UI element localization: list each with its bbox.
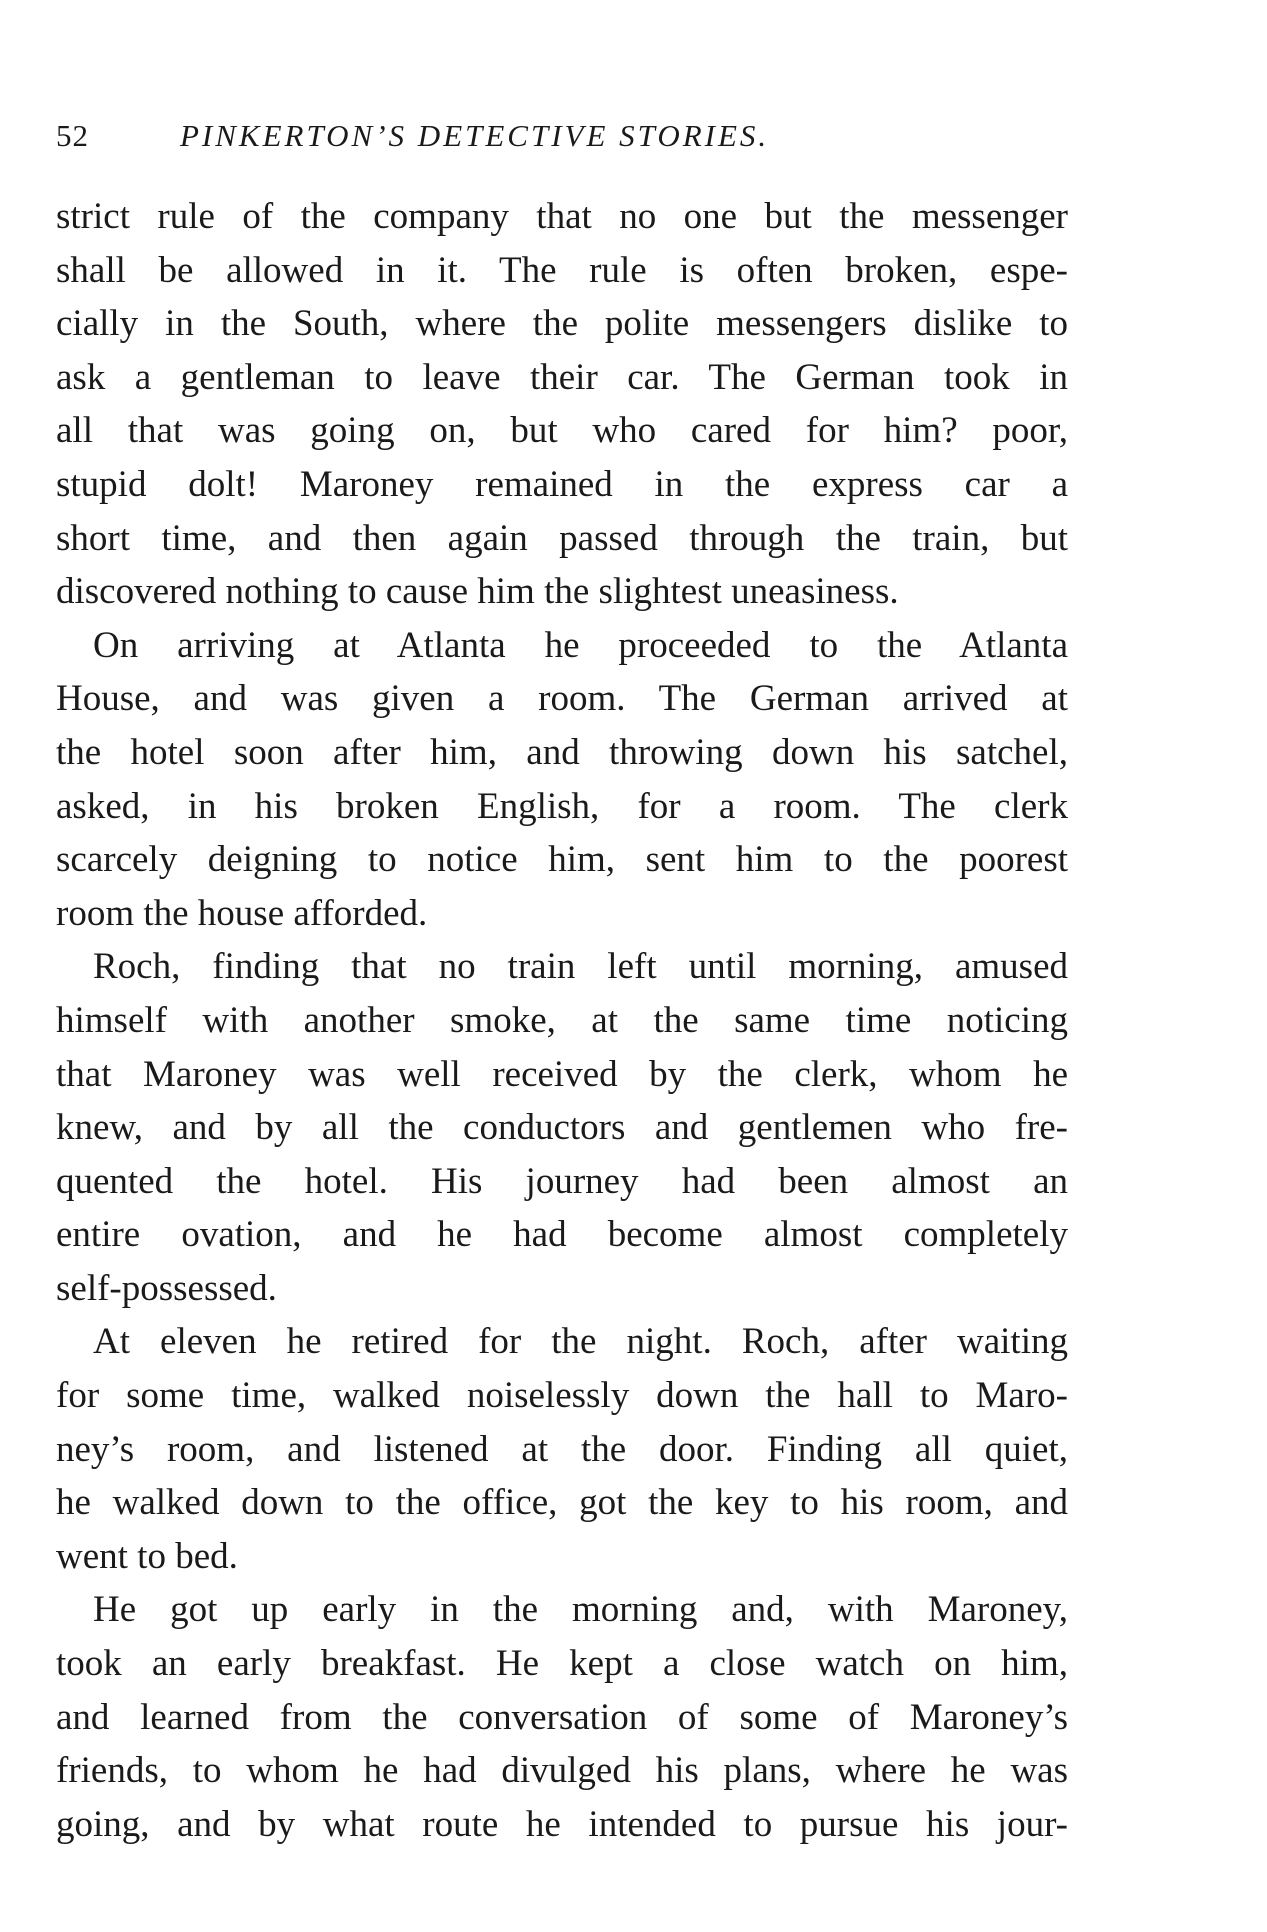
paragraph — [56, 1583, 1068, 1851]
text-line: that Maroney was well received by the clerk, whom he — [56, 1053, 1068, 1095]
text-line: Roch, finding that no train left until morning, amused — [93, 946, 1068, 988]
text-line: scarcely deigning to notice him, sent him to the poorest — [56, 839, 1068, 881]
text-line: stupid dolt! Maroney remained in the express car a — [56, 463, 1068, 505]
text-line: for some time, walked noiselessly down the hall to Maro- — [56, 1375, 1068, 1417]
page-number: 52 — [56, 118, 89, 153]
text-line: all that was going on, but who cared for him? poor, — [56, 410, 1068, 452]
paragraph — [56, 190, 1068, 619]
text-line: House, and was given a room. The German arrived at — [56, 678, 1068, 720]
text-line: ask a gentleman to leave their car. The German took in — [56, 356, 1068, 398]
body-text — [56, 190, 1068, 1851]
paragraph — [56, 619, 1068, 941]
text-line: At eleven he retired for the night. Roch, after waiting — [93, 1321, 1068, 1363]
text-line: asked, in his broken English, for a room. The clerk — [56, 785, 1068, 827]
text-line: took an early breakfast. He kept a close watch on him, — [56, 1643, 1068, 1685]
text-line: friends, to whom he had divulged his plans, where he was — [56, 1750, 1068, 1792]
text-line: strict rule of the company that no one but the messenger — [56, 196, 1068, 237]
paragraph — [56, 1315, 1068, 1583]
text-line: self-possessed. — [56, 1267, 277, 1309]
text-line: entire ovation, and he had become almost completely — [56, 1214, 1068, 1256]
text-line: quented the hotel. His journey had been almost an — [56, 1160, 1068, 1202]
text-line: knew, and by all the conductors and gentlemen who fre- — [56, 1107, 1068, 1149]
text-line: shall be allowed in it. The rule is often broken, espe- — [56, 249, 1068, 291]
text-line: cially in the South, where the polite messengers dislike to — [56, 303, 1068, 345]
running-header — [56, 118, 1068, 158]
text-line: On arriving at Atlanta he proceeded to the Atlanta — [93, 624, 1068, 666]
text-line: short time, and then again passed through the train, but — [56, 517, 1068, 559]
running-title: PINKERTON’S DETECTIVE STORIES. — [180, 118, 770, 153]
text-line: room the house afforded. — [56, 892, 428, 934]
text-line: He got up early in the morning and, with Maroney, — [93, 1589, 1068, 1631]
text-line: himself with another smoke, at the same time noticing — [56, 999, 1068, 1041]
text-line: discovered nothing to cause him the slightest uneasiness. — [56, 571, 899, 613]
text-line: went to bed. — [56, 1535, 238, 1577]
text-line: he walked down to the office, got the key to his room, and — [56, 1482, 1068, 1524]
text-line: and learned from the conversation of some of Maroney’s — [56, 1696, 1068, 1738]
book-page — [56, 118, 1068, 1851]
text-line: going, and by what route he intended to pursue his jour- — [56, 1803, 1068, 1845]
paragraph — [56, 940, 1068, 1315]
text-line: ney’s room, and listened at the door. Finding all quiet, — [56, 1428, 1068, 1470]
text-line: the hotel soon after him, and throwing down his satchel, — [56, 731, 1068, 773]
